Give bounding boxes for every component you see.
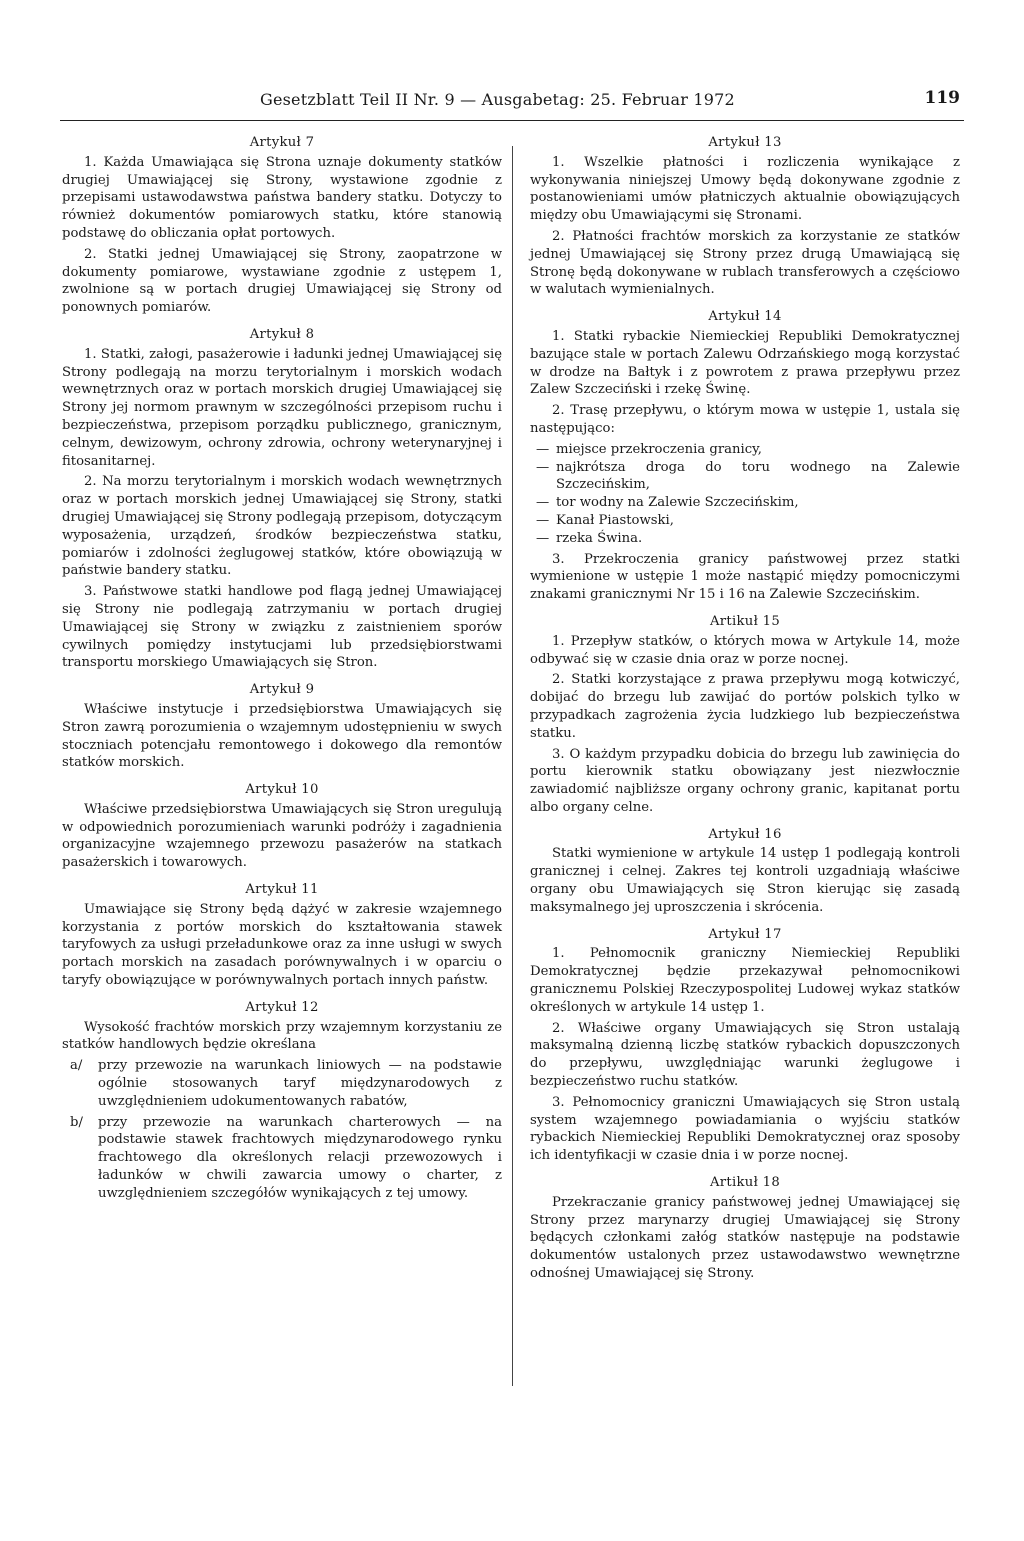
paragraph: 2. Na morzu terytorialnym i morskich wodach wewnętrznych oraz w portach morskich jednej Umawiającej się Strony, statki drugiej Umawiającej się Strony podlegają przepisom, dotyczącym wyposażenia, urządzeń, środków bezpieczeństwa statku, pomiarów i zdolności żeglugowej statków, które obowiązują w państwie bandery statku. (62, 474, 502, 579)
paragraph: 3. Pełnomocnicy graniczni Umawiających się Stron ustalą system wzajemnego powiadamiania o wyjściu statków rybackich Niemieckiej Republiki Demokratycznej oraz sposoby ich identyfikacji w czasie dnia i w porze nocnej. (530, 1094, 960, 1164)
paragraph: Statki wymienione w artykule 14 ustęp 1 podlegają kontroli granicznej i celnej. Zakres tej kontroli uzgadniają właściwe organy obu Umawiających się Stron kierując się zasadą maksymalnego jej uproszczenia i skrócenia. (530, 846, 960, 915)
paragraph: 2. Płatności frachtów morskich za korzystanie ze statków jednej Umawiającej się Strony przez drugą Umawiającą się Stronę będą dokonywane w rublach transferowych a częściowo w walutach wymienialnych. (530, 228, 960, 298)
paragraph: Przekraczanie granicy państwowej jednej Umawiającej się Strony przez marynarzy drugiej Umawiającej się Strony będących członkami załóg statków następuje na podstawie dokumentów ustalonych przez ustawodawstwo wewnętrzne odnośnej Umawiającej się Strony. (530, 1194, 960, 1282)
left-column (62, 134, 502, 1206)
article-17 (530, 926, 960, 1165)
dash-marker: — (536, 441, 550, 457)
dash-marker: — (536, 495, 550, 511)
paragraph: 1. Pełnomocnik graniczny Niemieckiej Republiki Demokratycznej będzie przekazywał pełnomocnikowi granicznemu Polskiej Rzeczypospolitej Ludowej wykaz statków określonych w artykule 14 ustęp 1. (530, 946, 960, 1015)
article-heading: Artykuł 16 (708, 826, 782, 842)
paragraph: Właściwe przedsiębiorstwa Umawiających się Stron uregulują w odpowiednich porozumieniach warunki podróży i zagadnienia organizacyjne wzajemnego przewozu pasażerów na statkach pasażerskich i towarowych. (62, 801, 502, 871)
list-item (530, 459, 960, 495)
article-heading: Artykuł 9 (249, 682, 315, 698)
item-text: tor wodny na Zalewie Szczecińskim, (556, 495, 799, 511)
page-header (60, 84, 964, 121)
article-heading: Artykuł 10 (245, 782, 319, 798)
list-item (530, 441, 960, 459)
item-text: najkrótsza droga do toru wodnego na Zalewie Szczecińskim, (556, 459, 960, 493)
paragraph: 1. Statki, załogi, pasażerowie i ładunki jednej Umawiającej się Strony podlegają na morzu terytorialnym i morskich wodach wewnętrznych oraz w portach morskich drugiej Umawiającej się Strony jej normom prawnym w szczególności przepisom ruchu i bezpieczeństwa, przepisom porządku publicznego, granicznym, celnym, dewizowym, ochrony zdrowia, ochrony weterynaryjnej i fitosanitarnej. (62, 346, 502, 469)
dash-marker: — (536, 512, 550, 528)
paragraph: 1. Przepływ statków, o których mowa w Artykule 14, może odbywać się w czasie dnia oraz w porze nocnej. (530, 633, 960, 667)
article-10 (62, 781, 502, 872)
article-7 (62, 134, 502, 317)
article-13 (530, 134, 960, 299)
item-text: przy przewozie na warunkach liniowych — na podstawie ogólnie stosowanych taryf międzynarodowych z uwzględnieniem udokumentowanych rabatów, (98, 1058, 502, 1109)
paragraph: 3. Państwowe statki handlowe pod flagą jednej Umawiającej się Strony nie podlegają zatrzymaniu w portach drugiej Umawiającej się Strony w związku z zaistnieniem sporów cywilnych pomiędzy instytucjami lub przedsiębiorstwami transportu morskiego Umawiających się Stron. (62, 584, 502, 671)
paragraph: Wysokość frachtów morskich przy wzajemnym korzystaniu ze statków handlowych będzie określana (62, 1019, 502, 1053)
list-item (530, 512, 960, 530)
article-heading: Artykuł 8 (249, 326, 315, 342)
header-title: Gesetzblatt Teil II Nr. 9 — Ausgabetag: 25. Februar 1972 (260, 90, 735, 109)
article-18 (530, 1174, 960, 1283)
paragraph: 2. Statki jednej Umawiającej się Strony, zaopatrzone w dokumenty pomiarowe, wystawiane zgodnie z ustępem 1, zwolnione są w portach drugiej Umawiającej się Strony od ponownych pomiarów. (62, 246, 502, 316)
article-9 (62, 681, 502, 772)
paragraph: 1. Statki rybackie Niemieckiej Republiki Demokratycznej bazujące stale w portach Zalewu Odrzańskiego mogą korzystać w drodze na Bałtyk i z powrotem z prawa przepływu przez Zalew Szczeciński i rzekę Świnę. (530, 328, 960, 398)
article-heading: Artikuł 18 (709, 1175, 781, 1191)
article-heading: Artykuł 14 (708, 309, 782, 325)
article-14 (530, 308, 960, 604)
dash-marker: — (536, 459, 550, 475)
list-item (62, 1114, 502, 1203)
list-item (62, 1057, 502, 1110)
paragraph: 1. Każda Umawiająca się Strona uznaje dokumenty statków drugiej Umawiającej się Strony, wystawione zgodnie z przepisami ustawodawstwa państwa bandery statku. Dotyczy to również dokumentów pomiarowych statku, które stanowią podstawę do obliczania opłat portowych. (62, 154, 502, 241)
item-label: a/ (70, 1058, 83, 1074)
item-text: miejsce przekroczenia granicy, (556, 441, 762, 457)
article-heading: Artykuł 11 (245, 882, 319, 898)
article-heading: Artykuł 12 (245, 999, 319, 1015)
item-label: b/ (70, 1114, 83, 1130)
right-column (530, 134, 960, 1286)
paragraph: Właściwe instytucje i przedsiębiorstwa Umawiających się Stron zawrą porozumienia o wzajemnym udostępnieniu w swych stoczniach potencjału remontowego i dokowego dla remontów statków morskich. (62, 701, 502, 771)
article-15 (530, 613, 960, 817)
page-number: 119 (924, 88, 960, 108)
paragraph: Umawiające się Strony będą dążyć w zakresie wzajemnego korzystania z portów morskich do kształtowania stawek taryfowych za usługi przeładunkowe oraz za inne usługi w swych portach morskich na zasadach porównywalnych i w oparciu o taryfy obowiązujące w porównywalnych portach innych państw. (62, 901, 502, 989)
article-heading: Artykuł 13 (708, 135, 782, 150)
item-text: przy przewozie na warunkach charterowych — na podstawie stawek frachtowych międzynarodowego rynku frachtowego dla określonych relacji przewozowych i ładunków w chwili zawarcia umowy o charter, z uwzględnieniem szczegółów wynikających z tej umowy. (98, 1114, 502, 1201)
paragraph: 2. Trasę przepływu, o którym mowa w ustępie 1, ustala się następująco: (530, 403, 960, 436)
item-text: rzeka Świna. (556, 530, 643, 546)
article-16 (530, 826, 960, 917)
list-item (530, 494, 960, 512)
paragraph: 3. Przekroczenia granicy państwowej przez statki wymienione w ustępie 1 może nastąpić między pomocniczymi znakami granicznymi Nr 15 i 16 na Zalewie Szczecińskim. (530, 551, 960, 603)
article-heading: Artykuł 17 (708, 926, 782, 942)
list-item (530, 530, 960, 548)
article-11 (62, 881, 502, 990)
route-list (530, 441, 960, 548)
article-12 (62, 999, 502, 1203)
article-heading: Artikuł 15 (709, 613, 781, 629)
item-text: Kanał Piastowski, (556, 512, 674, 528)
dash-marker: — (536, 530, 550, 546)
paragraph: 1. Wszelkie płatności i rozliczenia wynikające z wykonywania niniejszej Umowy będą dokonywane zgodnie z postanowieniami umów płatniczych aktualnie obowiązujących między obu Umawiającymi się Stronami. (530, 154, 960, 224)
column-divider (512, 146, 513, 1386)
paragraph: 2. Statki korzystające z prawa przepływu mogą kotwiczyć, dobijać do brzegu lub zawijać do portów polskich tylko w przypadkach zagrożenia życia ludzkiego lub bezpieczeństwa statku. (530, 672, 960, 741)
paragraph: 2. Właściwe organy Umawiających się Stron ustalają maksymalną dzienną liczbę statków rybackich dopuszczonych do przepływu, uwzględniając warunki żeglugowe i bezpieczeństwo ruchu statków. (530, 1020, 960, 1090)
paragraph: 3. O każdym przypadku dobicia do brzegu lub zawinięcia do portu kierownik statku obowiązany jest niezwłocznie zawiadomić najbliższe organy ochrony granic, kapitanat portu albo organy celne. (530, 746, 960, 815)
article-heading: Artykuł 7 (249, 135, 315, 150)
article-8 (62, 326, 502, 672)
